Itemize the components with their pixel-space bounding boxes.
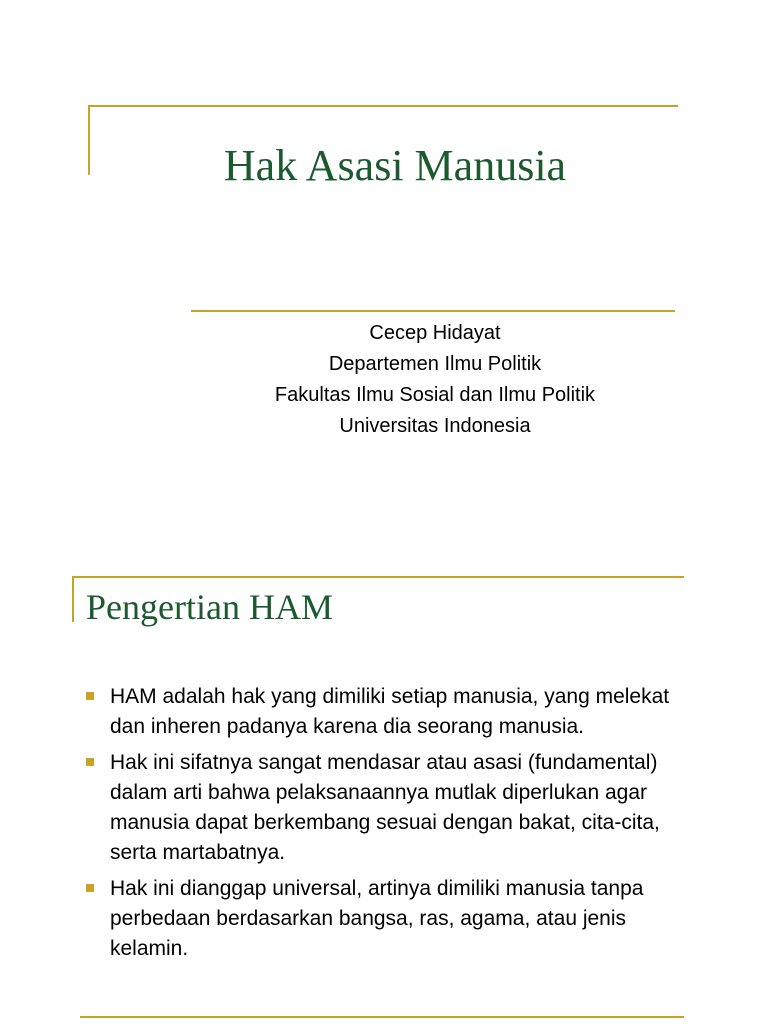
square-bullet-icon [86, 758, 94, 766]
list-item [86, 748, 686, 868]
list-item [86, 682, 686, 742]
slide1-subtitle [190, 318, 680, 442]
slide1-top-rule [88, 105, 678, 107]
author-name: Cecep Hidayat [369, 322, 501, 344]
university-name: Universitas Indonesia [339, 415, 531, 437]
slide1-title: Hak Asasi Manusia [223, 141, 567, 190]
slide2-top-rule [72, 576, 684, 578]
department-name: Departemen Ilmu Politik [328, 353, 542, 375]
bullet-text: Hak ini dianggap universal, artinya dimiliki manusia tanpa perbedaan berdasarkan bangsa, ras, agama, atau jenis kelamin. [110, 877, 644, 960]
slide1-middle-rule [191, 310, 675, 312]
bullet-list [86, 682, 686, 970]
slide2-title: Pengertian HAM [86, 587, 333, 627]
square-bullet-icon [86, 884, 94, 892]
square-bullet-icon [86, 692, 94, 700]
list-item [86, 874, 686, 964]
faculty-name: Fakultas Ilmu Sosial dan Ilmu Politik [274, 384, 596, 406]
bullet-text: Hak ini sifatnya sangat mendasar atau asasi (fundamental) dalam arti bahwa pelaksanaannya mutlak diperlukan agar manusia dapat berkembang sesuai dengan bakat, cita-cita, serta martabatnya. [110, 751, 660, 864]
slide2-left-rule [72, 576, 74, 622]
bullet-text: HAM adalah hak yang dimiliki setiap manusia, yang melekat dan inheren padanya karena dia seorang manusia. [110, 685, 670, 738]
slide3-top-rule [80, 1016, 684, 1018]
